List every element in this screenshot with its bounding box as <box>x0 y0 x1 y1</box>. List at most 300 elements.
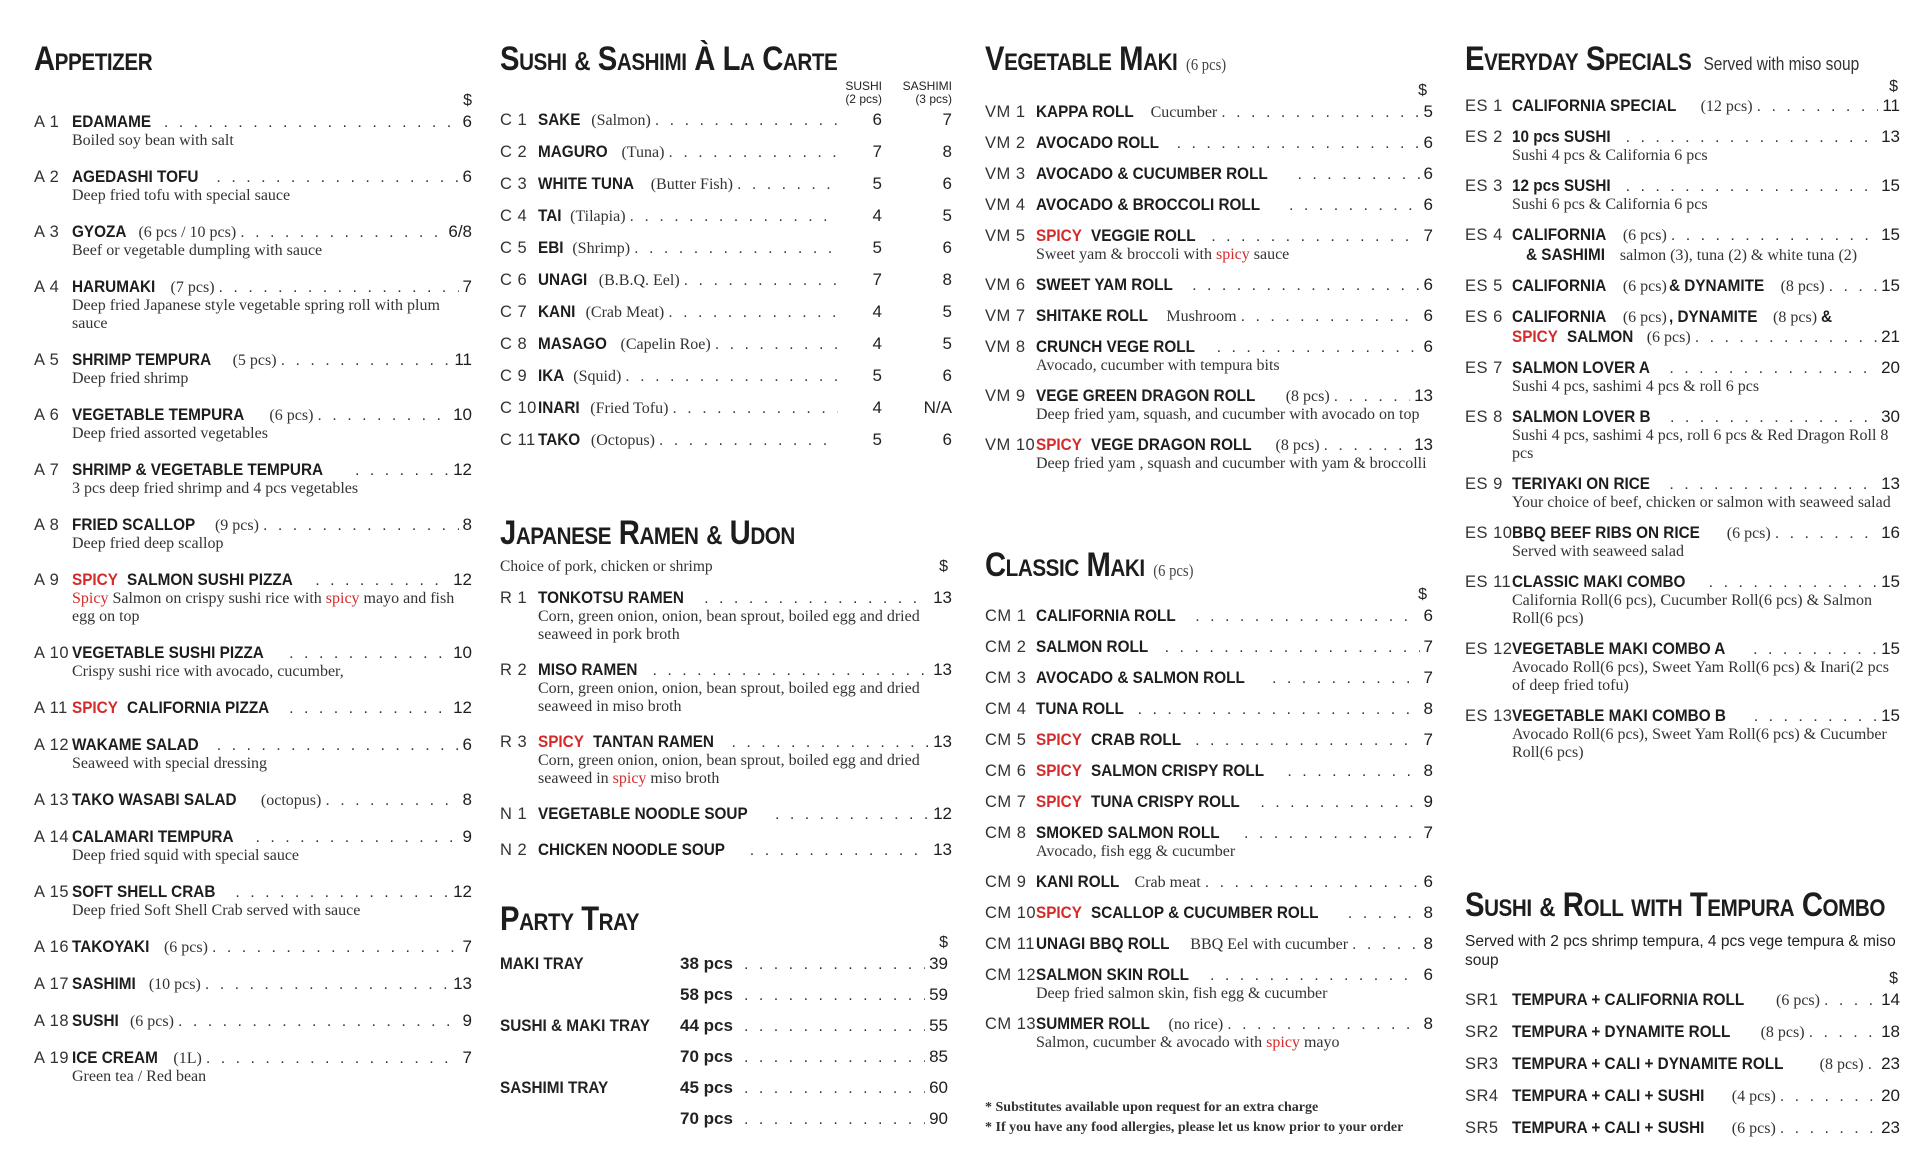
item-row <box>500 302 952 322</box>
menu-item <box>500 430 952 450</box>
menu-item <box>985 699 1433 719</box>
item-name: SUSHI <box>72 1011 119 1030</box>
item-description: Avocado Roll(6 pcs), Sweet Yam Roll(6 pcs) & Cucumber Roll(6 pcs) <box>1512 726 1887 761</box>
item-price: 13 <box>933 588 952 607</box>
item-description: Seaweed with special dressing <box>72 755 268 772</box>
leader-dots <box>1272 670 1420 688</box>
item-name: VEGGIE ROLL <box>1091 226 1196 245</box>
item-name-wrap <box>1512 276 1825 296</box>
item-row <box>500 398 952 418</box>
item-row-2 <box>1465 327 1900 347</box>
item-code: C 11 <box>500 431 536 449</box>
leader-dots <box>1868 1056 1877 1074</box>
item-name-2: & DYNAMITE <box>1668 276 1765 295</box>
item-name-wrap <box>72 350 277 370</box>
sushi-colhead: SUSHI (2 pcs) <box>845 79 882 106</box>
menu-item <box>1465 358 1900 396</box>
item-row <box>34 112 472 132</box>
menu-item <box>1465 572 1900 628</box>
item-row <box>1465 358 1900 378</box>
item-name: SALMON LOVER A <box>1512 358 1650 377</box>
item-name-wrap <box>1512 407 1666 427</box>
leader-dots <box>1780 1088 1877 1106</box>
item-name: CRAB ROLL <box>1091 730 1182 749</box>
item-price: 13 <box>1414 435 1433 454</box>
item-price: 12 <box>453 882 472 901</box>
item-qualifier-line2: salmon (3), tuna (2) & white tuna (2) <box>1619 247 1858 264</box>
leader-dots <box>1217 339 1420 357</box>
menu-item <box>500 588 952 644</box>
item-name: IKA <box>538 366 565 385</box>
item-name-wrap <box>538 840 746 860</box>
item-qualifier: (Squid) <box>573 368 622 385</box>
item-name: AGEDASHI TOFU <box>72 167 199 186</box>
item-price: 6 <box>1423 275 1433 294</box>
item-code: ES 11 <box>1465 573 1512 591</box>
item-name: TAKO <box>538 430 581 449</box>
item-row <box>985 226 1433 246</box>
item-row <box>34 222 472 242</box>
item-code: CM 2 <box>985 638 1027 656</box>
item-name-wrap <box>538 804 771 824</box>
menu-item <box>985 730 1433 750</box>
item-row <box>985 965 1433 985</box>
everyday-specials-currency: $ <box>1889 78 1898 95</box>
item-code: CM 4 <box>985 700 1027 718</box>
spicy-label: SPICY <box>72 698 118 717</box>
menu-item <box>34 570 472 626</box>
item-name: VEGE DRAGON ROLL <box>1091 435 1252 454</box>
desc-text: Corn, green onion, onion, bean sprout, boiled egg and dried seaweed in <box>538 752 920 787</box>
menu-item <box>500 270 952 290</box>
classic-maki-list <box>985 606 1433 1052</box>
item-name-wrap <box>538 430 655 450</box>
item-code: ES 13 <box>1465 707 1513 725</box>
sushi-price: 4 <box>872 334 882 353</box>
item-name-wrap <box>72 570 311 590</box>
leader-dots <box>704 590 929 608</box>
item-row <box>1465 96 1900 116</box>
item-code: ES 6 <box>1465 308 1503 326</box>
sushi-alacarte-title: Sushi & Sashimi À La Carte <box>500 40 838 78</box>
item-description <box>985 1034 1433 1052</box>
item-row <box>500 110 952 130</box>
menu-item <box>985 903 1433 923</box>
leader-dots <box>1334 388 1410 406</box>
tray-name: SASHIMI TRAY <box>500 1078 609 1097</box>
leader-dots <box>1754 708 1877 726</box>
item-row <box>1465 474 1900 494</box>
item-name-wrap <box>538 238 630 258</box>
item-price: 12 <box>453 460 472 479</box>
menu-item <box>985 164 1433 184</box>
classic-maki-currency: $ <box>1418 586 1427 603</box>
item-price: 7 <box>1423 668 1433 687</box>
item-description: Sushi 4 pcs, sashimi 4 pcs & roll 6 pcs <box>1512 378 1760 395</box>
leader-dots <box>744 1018 925 1036</box>
item-name-wrap <box>538 588 700 608</box>
item-price: 11 <box>1882 96 1900 115</box>
item-code: ES 4 <box>1465 226 1503 244</box>
item-description <box>985 246 1433 264</box>
item-price: 8 <box>1423 903 1433 922</box>
item-name-wrap <box>1036 730 1191 750</box>
item-description: Green tea / Red bean <box>72 1068 207 1085</box>
item-code: ES 1 <box>1465 97 1503 115</box>
appetizer-title: Appetizer <box>34 40 153 78</box>
sashimi-price: 6 <box>942 174 952 193</box>
item-name-wrap <box>72 974 201 994</box>
item-row <box>985 730 1433 750</box>
item-name: TEMPURA + DYNAMITE ROLL <box>1512 1022 1731 1041</box>
leader-dots <box>744 1111 925 1129</box>
item-row <box>985 133 1433 153</box>
item-code: A 17 <box>34 975 70 993</box>
footnote-substitutes: * Substitutes available upon request for an extra charge <box>985 1100 1319 1115</box>
item-code: A 8 <box>34 516 60 534</box>
tray-row <box>500 1016 952 1036</box>
item-name: WAKAME SALAD <box>72 735 199 754</box>
leader-dots <box>737 176 838 194</box>
item-row <box>985 435 1433 455</box>
item-name: TONKOTSU RAMEN <box>538 588 684 607</box>
sushi-price: 7 <box>872 270 882 289</box>
item-price: 6 <box>1423 133 1433 152</box>
item-code: VM 2 <box>985 134 1026 152</box>
menu-item <box>1465 639 1900 695</box>
item-code: C 1 <box>500 111 528 129</box>
leader-dots <box>235 884 449 902</box>
item-row <box>500 366 952 386</box>
item-description: Boiled soy bean with salt <box>72 132 234 149</box>
leader-dots <box>1138 701 1420 719</box>
item-price: 6 <box>462 112 472 131</box>
sashimi-price: 5 <box>942 334 952 353</box>
leader-dots <box>775 806 929 824</box>
item-row <box>500 804 952 824</box>
item-name: CRUNCH VEGE ROLL <box>1036 337 1195 356</box>
item-price: 20 <box>1881 1086 1900 1105</box>
item-row <box>1465 1086 1900 1106</box>
item-price: 7 <box>462 937 472 956</box>
leader-dots <box>744 956 925 974</box>
ramen-subtitle: Choice of pork, chicken or shrimp <box>500 558 713 575</box>
item-name-wrap <box>538 206 626 226</box>
item-name: EBI <box>538 238 564 257</box>
sashimi-price: 8 <box>942 270 952 289</box>
item-description: Deep fried shrimp <box>72 370 189 387</box>
item-row <box>1465 1054 1900 1074</box>
spicy-word: spicy <box>325 590 360 607</box>
leader-dots <box>1352 936 1420 954</box>
item-name: ICE CREAM <box>72 1048 158 1067</box>
menu-item <box>985 133 1433 153</box>
item-name-wrap <box>1036 195 1285 215</box>
tray-price: 85 <box>929 1047 948 1066</box>
leader-dots <box>219 279 459 297</box>
tray-name: MAKI TRAY <box>500 954 584 973</box>
leader-dots <box>164 114 459 132</box>
menu-item <box>1465 1118 1900 1138</box>
item-name-wrap <box>1036 226 1207 246</box>
item-row <box>500 174 952 194</box>
item-qualifier: (6 pcs) <box>269 407 314 424</box>
item-price: 6 <box>1423 606 1433 625</box>
item-description: Avocado, cucumber with tempura bits <box>1036 357 1280 374</box>
menu-item <box>985 386 1433 424</box>
leader-dots <box>684 272 838 290</box>
item-price: 7 <box>1423 730 1433 749</box>
item-description: 3 pcs deep fried shrimp and 4 pcs vegetables <box>72 480 359 497</box>
party-tray-title: Party Tray <box>500 900 640 938</box>
item-qualifier: (Tilapia) <box>570 208 626 225</box>
menu-item <box>1465 96 1900 116</box>
item-price: 21 <box>1881 327 1900 346</box>
leader-dots <box>317 407 449 425</box>
desc-text: mayo and fish egg on top <box>72 590 455 625</box>
item-name: SASHIMI <box>72 974 136 993</box>
leader-dots <box>1210 967 1420 985</box>
item-description: Avocado Roll(6 pcs), Sweet Yam Roll(6 pcs) & Inari(2 pcs of deep fried tofu) <box>1512 659 1889 694</box>
item-code: CM 8 <box>985 824 1027 842</box>
tempura-combo-section <box>1465 888 1900 1138</box>
leader-dots <box>1221 104 1419 122</box>
item-price: 7 <box>1423 226 1433 245</box>
item-price: 5 <box>1423 102 1433 121</box>
leader-dots <box>1626 178 1877 196</box>
item-code: SR3 <box>1465 1055 1499 1073</box>
item-price: 6 <box>462 167 472 186</box>
sushi-price: 6 <box>872 110 882 129</box>
item-code: C 10 <box>500 399 537 417</box>
item-code: A 18 <box>34 1012 70 1030</box>
item-row <box>1465 407 1900 427</box>
item-name-wrap <box>538 398 668 418</box>
item-name: 12 pcs SUSHI <box>1512 176 1611 195</box>
sashimi-price: 5 <box>942 302 952 321</box>
item-qualifier: (no rice) <box>1168 1016 1224 1033</box>
item-code: VM 3 <box>985 165 1026 183</box>
item-description: Avocado, fish egg & cucumber <box>1036 843 1236 860</box>
item-qualifier: (6 pcs) <box>1622 278 1667 295</box>
leader-dots <box>1324 437 1411 455</box>
item-qualifier: Cucumber <box>1150 104 1218 121</box>
party-tray-currency: $ <box>939 934 948 951</box>
tray-row <box>500 985 952 1005</box>
item-code: CM 12 <box>985 966 1037 984</box>
menu-item <box>985 226 1433 264</box>
item-description: Served with seaweed salad <box>1512 543 1684 560</box>
leader-dots <box>1809 1024 1878 1042</box>
item-name: AVOCADO & CUCUMBER ROLL <box>1036 164 1268 183</box>
item-row <box>34 460 472 480</box>
item-description: Deep fried assorted vegetables <box>72 425 268 442</box>
item-code: VM 5 <box>985 227 1026 245</box>
ramen-section <box>500 516 952 860</box>
spicy-label: SPICY <box>1036 903 1082 922</box>
item-name-wrap <box>1512 1022 1805 1042</box>
item-row <box>985 386 1433 406</box>
leader-dots <box>1195 732 1419 750</box>
leader-dots <box>659 432 838 450</box>
item-row <box>985 102 1433 122</box>
item-name: TEMPURA + CALIFORNIA ROLL <box>1512 990 1745 1009</box>
item-code: C 7 <box>500 303 528 321</box>
item-name: SMOKED SALMON ROLL <box>1036 823 1220 842</box>
menu-item <box>1465 276 1900 296</box>
spicy-label: SPICY <box>1036 435 1082 454</box>
item-qualifier: (8 pcs) <box>1819 1056 1864 1073</box>
item-name: TEMPURA + CALI + DYNAMITE ROLL <box>1512 1054 1784 1073</box>
sashimi-price: 6 <box>942 430 952 449</box>
item-qualifier-line2: (6 pcs) <box>1646 329 1691 346</box>
item-code: ES 5 <box>1465 277 1503 295</box>
item-name: TERIYAKI ON RICE <box>1512 474 1651 493</box>
leader-dots <box>1757 98 1879 116</box>
item-code: C 4 <box>500 207 528 225</box>
column-4 <box>1465 0 1900 1137</box>
menu-item <box>1465 176 1900 214</box>
menu-item <box>1465 225 1900 265</box>
menu-item <box>500 302 952 322</box>
item-price: 10 <box>453 643 472 662</box>
item-name: AVOCADO ROLL <box>1036 133 1159 152</box>
menu-item <box>500 732 952 788</box>
item-name-wrap <box>72 405 313 425</box>
item-name: TEMPURA + CALI + SUSHI <box>1512 1118 1705 1137</box>
item-name-wrap <box>1512 307 1833 327</box>
desc-text: mayo <box>1299 1034 1340 1051</box>
item-name: AVOCADO & SALMON ROLL <box>1036 668 1245 687</box>
item-row <box>1465 706 1900 726</box>
item-name-wrap <box>72 882 231 902</box>
item-name: EDAMAME <box>72 112 152 131</box>
item-row <box>985 195 1433 215</box>
spicy-label: SPICY <box>1036 792 1082 811</box>
menu-item <box>34 790 472 810</box>
leader-dots <box>315 572 449 590</box>
item-name-wrap <box>538 270 680 290</box>
menu-item <box>34 460 472 498</box>
item-code: A 1 <box>34 113 60 131</box>
classic-maki-section <box>985 548 1433 1052</box>
item-name: SALMON SKIN ROLL <box>1036 965 1189 984</box>
leader-dots <box>217 737 459 755</box>
party-tray-list <box>500 954 952 1129</box>
item-name: KANI ROLL <box>1036 872 1120 891</box>
item-name-wrap <box>72 698 285 718</box>
menu-item <box>1465 706 1900 762</box>
item-qualifier: (B.B.Q. Eel) <box>598 272 680 289</box>
item-code: CM 10 <box>985 904 1037 922</box>
item-code: A 14 <box>34 828 70 846</box>
spicy-label: SPICY <box>1036 730 1082 749</box>
item-price: 6 <box>462 735 472 754</box>
item-qualifier: (Octopus) <box>590 432 655 449</box>
column-3 <box>985 0 1433 1135</box>
item-qualifier: (octopus) <box>260 792 322 809</box>
item-code: CM 13 <box>985 1015 1037 1033</box>
appetizer-section <box>34 0 472 1086</box>
item-row <box>500 732 952 752</box>
menu-item <box>985 102 1433 122</box>
item-price: 6 <box>1423 872 1433 891</box>
leader-dots <box>216 169 458 187</box>
ramen-list <box>500 588 952 860</box>
sushi-price: 4 <box>872 206 882 225</box>
leader-dots <box>1211 228 1419 246</box>
leader-dots <box>653 662 930 680</box>
menu-item <box>34 112 472 150</box>
item-name-wrap <box>1036 435 1320 455</box>
item-code: CM 11 <box>985 935 1035 953</box>
item-row <box>34 974 472 994</box>
leader-dots <box>750 842 929 860</box>
item-row <box>985 903 1433 923</box>
item-name: SCALLOP & CUCUMBER ROLL <box>1091 903 1319 922</box>
item-name-wrap <box>1036 386 1330 406</box>
menu-item <box>34 937 472 957</box>
sushi-price: 5 <box>872 238 882 257</box>
item-name-wrap <box>1036 306 1237 326</box>
tempura-combo-list <box>1465 990 1900 1138</box>
item-name-wrap <box>1036 337 1213 357</box>
sashimi-price: 6 <box>942 366 952 385</box>
leader-dots <box>1289 197 1420 215</box>
item-code: A 4 <box>34 278 60 296</box>
item-row <box>34 405 472 425</box>
item-name-wrap <box>1036 133 1173 153</box>
item-row <box>500 238 952 258</box>
item-code: A 10 <box>34 644 70 662</box>
item-qualifier: (6 pcs) <box>1731 1120 1776 1137</box>
menu-item <box>985 823 1433 861</box>
item-row <box>34 882 472 902</box>
item-name-wrap <box>1036 761 1283 781</box>
item-name-wrap <box>72 1011 174 1031</box>
item-name-wrap <box>1512 990 1820 1010</box>
item-name: HARUMAKI <box>72 277 156 296</box>
tray-pieces: 58 pcs <box>680 985 733 1004</box>
menu-item <box>34 405 472 443</box>
tray-row <box>500 1109 952 1129</box>
menu-item <box>34 1011 472 1031</box>
item-description: Your choice of beef, chicken or salmon with seaweed salad <box>1512 494 1891 511</box>
item-code: C 8 <box>500 335 528 353</box>
item-name-wrap <box>1512 358 1665 378</box>
item-name: AVOCADO & BROCCOLI ROLL <box>1036 195 1261 214</box>
item-qualifier-2: (8 pcs) <box>1780 278 1825 295</box>
ramen-title: Japanese Ramen & Udon <box>500 514 795 552</box>
item-code: C 5 <box>500 239 528 257</box>
menu-item <box>1465 1054 1900 1074</box>
menu-item <box>500 142 952 162</box>
item-name-wrap <box>538 366 621 386</box>
item-code: ES 10 <box>1465 524 1513 542</box>
item-price: 13 <box>933 840 952 859</box>
item-qualifier: (5 pcs) <box>232 352 277 369</box>
leader-dots <box>1709 574 1877 592</box>
item-description: Deep fried squid with special sauce <box>72 847 300 864</box>
item-qualifier: Mushroom <box>1166 308 1237 325</box>
item-qualifier: (Crab Meat) <box>585 304 665 321</box>
item-name-wrap <box>1512 127 1622 147</box>
item-name-line2: SALMON <box>1567 327 1634 346</box>
item-name: CALIFORNIA ROLL <box>1036 606 1176 625</box>
vegetable-maki-section <box>985 42 1433 473</box>
item-code: CM 3 <box>985 669 1027 687</box>
item-qualifier: (Tuna) <box>621 144 665 161</box>
